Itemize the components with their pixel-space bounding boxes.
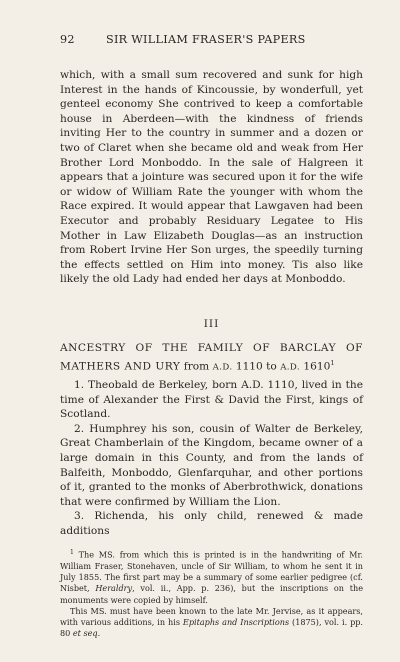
footnote-2-italic-a: Epitaphs and Inscriptions: [182, 616, 290, 627]
list-item: 3. Richenda, his only child, renewed & made additions: [60, 510, 363, 537]
era-1: A.D.: [212, 362, 233, 373]
year-1: 1110: [235, 360, 263, 373]
era-2: A.D.: [280, 362, 301, 373]
year-2: 1610: [303, 360, 331, 373]
section-heading: [60, 341, 363, 376]
footnotes: [60, 547, 363, 639]
footnote-marker: 1: [70, 549, 74, 556]
footnote-2-text-a: This MS. must have been known to the late Mr. Jervise, as it appears, with various additions, in his: [60, 605, 363, 627]
running-head: [60, 33, 363, 46]
footnote-1-italic: Heraldry: [95, 583, 133, 594]
footnote-1-text-a: The MS. from which this is printed is in the handwriting of Mr. William Fraser, Stonehaven, uncle of Sir William, to whom he sent it in July 1855. The first part may be a summary of some earlier pedigree (cf. Nisbet,: [60, 549, 363, 594]
footnote-2: [60, 606, 363, 640]
footnote-2-text-b: (1875), vol. i. pp. 80: [60, 616, 364, 639]
ancestry-list: [60, 378, 363, 539]
page-number: 92: [60, 33, 75, 46]
body-text: [60, 68, 363, 287]
running-title: SIR WILLIAM FRASER'S PAPERS: [106, 33, 306, 46]
section-number: III: [203, 318, 220, 330]
list-item: 1. Theobald de Berkeley, born A.D. 1110, lived in the time of Alexander the First & David the First, kings of Scotland.: [60, 379, 363, 421]
heading-from: from: [183, 360, 210, 373]
footnote-1: [60, 547, 363, 606]
footnote-2-italic-b: et seq.: [72, 628, 101, 639]
section-heading-caps: ANCESTRY OF THE FAMILY OF BARCLAY OF MATHERS AND URY: [60, 342, 363, 373]
footnote-1-text-b: , vol. ii., App. p. 236), but the inscriptions on the monuments were copied by himself.: [60, 583, 363, 605]
heading-to: to: [266, 360, 277, 373]
body-paragraph: which, with a small sum recovered and sunk for high Interest in the hands of Kincoussie, by wonderfull, yet genteel economy She contrived to keep a comfortable house in Aberdeen—with the kindness of friends inviting Her to the country in summer and a dozen or two of Claret when she became old and weak from Her Brother Lord Monboddo. In the sale of Halgreen it appears that a jointure was secured upon it for the wife or widow of William Rate the younger with whom the Race expired. It would appear that Lawgaven had been Executor and probably Residuary Legatee to His Mother in Law Elizabeth Douglas—as an instruction from Robert Irvine Her Son urges, the speedily turning the effects settled on Him into money. Tis also like likely the old Lady had ended her days at Monboddo.: [60, 69, 363, 286]
footnote-ref: 1: [330, 359, 335, 367]
list-item: 2. Humphrey his son, cousin of Walter de Berkeley, Great Chamberlain of the Kingdom, became owner of a large domain in this County, and from the lands of Balfeith, Monboddo, Glenfarquhar, and other portions of it, granted to the monks of Aberbrothwick, donations that were confirmed by William the Lion.: [60, 422, 363, 508]
